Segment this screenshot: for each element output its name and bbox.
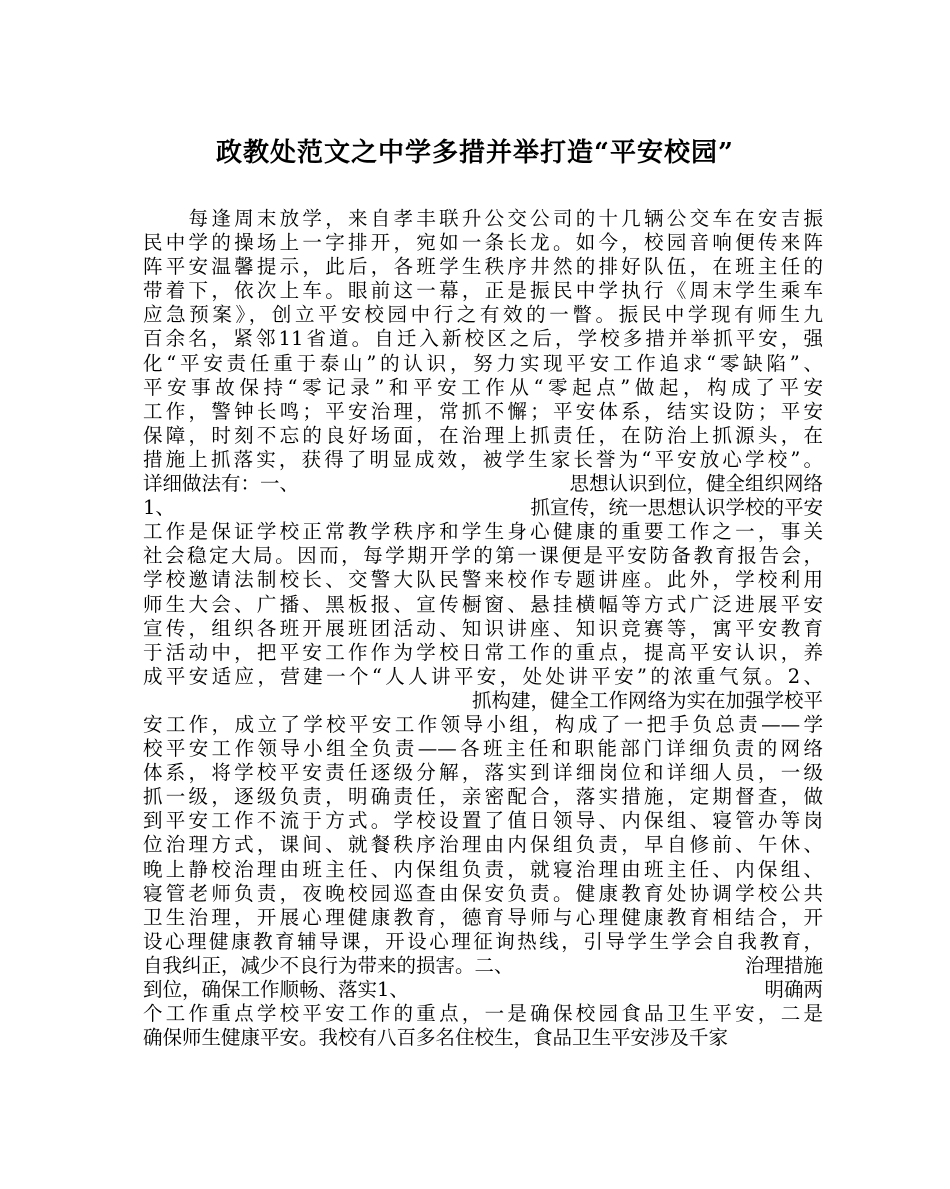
- body-line: 校平安工作领导小组全负责——各班主任和职能部门详细负责的网络: [143, 737, 823, 761]
- body-line: 学校邀请法制校长、交警大队民警来校作专题讲座。此外，学校利用: [143, 568, 823, 592]
- body-line: 带着下，依次上车。眼前这一幕，正是振民中学执行《周末学生乘车: [143, 279, 823, 303]
- section-heading-line: [143, 472, 823, 496]
- subsection-heading-line: [143, 689, 823, 713]
- subsection-text: 抓构建，健全工作网络为实在加强学校平: [471, 688, 823, 712]
- body-line: 卫生治理，开展心理健康教育，德育导师与心理健康教育相结合，开: [143, 905, 823, 929]
- section-heading-left: 自我纠正，减少不良行为带来的损害。二、: [143, 953, 514, 977]
- body-line: 师生大会、广播、黑板报、宣传橱窗、悬挂横幅等方式广泛进展平安: [143, 592, 823, 616]
- body-line: 每逢周末放学，来自孝丰联升公交公司的十几辆公交车在安吉振: [143, 207, 823, 230]
- body-line: 民中学的操场上一字排开，宛如一条长龙。如今，校园音响便传来阵: [143, 231, 823, 255]
- body-line: 工作，警钟长鸣；平安治理，常抓不懈；平安体系，结实设防；平安: [143, 399, 823, 423]
- body-line: 位治理方式，课间、就餐秩序治理由内保组负责，早自修前、午休、: [143, 833, 823, 857]
- body-line: 个工作重点学校平安工作的重点，一是确保校园食品卫生平安，二是: [143, 1002, 823, 1026]
- subsection-text: 抓宣传，统一思想认识学校的平安: [530, 496, 823, 520]
- body-line: 安工作，成立了学校平安工作领导小组，构成了一把手负总责——学: [143, 712, 823, 736]
- body-line: 晚上静校治理由班主任、内保组负责，就寝治理由班主任、内保组、: [143, 857, 823, 881]
- body-line: 成平安适应，营建一个“人人讲平安，处处讲平安”的浓重气氛。2、: [143, 664, 823, 688]
- body-line: 应急预案》，创立平安校园中行之有效的一瞥。振民中学现有师生九: [143, 303, 823, 327]
- section-heading-left: 到位，确保工作顺畅、落实1、: [143, 978, 409, 1001]
- body-line: 百余名，紧邻11省道。自迁入新校区之后，学校多措并举抓平安，强: [143, 327, 823, 351]
- body-line: 工作是保证学校正常教学秩序和学生身心健康的重要工作之一，事关: [143, 520, 823, 544]
- body-line: 体系，将学校平安责任逐级分解，落实到详细岗位和详细人员，一级: [143, 761, 823, 785]
- section-heading-line: [143, 978, 823, 1002]
- body-line: 宣传，组织各班开展班团活动、知识讲座、知识竞赛等，寓平安教育: [143, 616, 823, 640]
- body-line: 阵平安温馨提示，此后，各班学生秩序井然的排好队伍，在班主任的: [143, 255, 823, 279]
- subsection-heading-line: [143, 496, 823, 520]
- body-line: 确保师生健康平安。我校有八百多名住校生，食品卫生平安涉及千家: [143, 1026, 729, 1050]
- document-body: [143, 207, 823, 1050]
- body-line: 寝管老师负责，夜晚校园巡查由保安负责。健康教育处协调学校公共: [143, 881, 823, 905]
- section-heading-right: 明确两: [764, 978, 823, 1001]
- body-line: 到平安工作不流于方式。学校设置了值日领导、内保组、寝管办等岗: [143, 809, 823, 833]
- section-heading-right: 思想认识到位，健全组织网络: [569, 472, 823, 496]
- body-line: 保障，时刻不忘的良好场面，在治理上抓责任，在防治上抓源头，在: [143, 423, 823, 447]
- body-line: 化“平安责任重于泰山”的认识，努力实现平安工作追求“零缺陷”、: [143, 351, 823, 375]
- body-line: 社会稳定大局。因而，每学期开学的第一课便是平安防备教育报告会，: [143, 544, 823, 568]
- section-heading-line: [143, 954, 823, 978]
- body-line: 于活动中，把平安工作作为学校日常工作的重点，提高平安认识，养: [143, 640, 823, 664]
- body-line: 设心理健康教育辅导课，开设心理征询热线，引导学生学会自我教育，: [143, 929, 823, 953]
- document-title: 政教处范文之中学多措并举打造“平安校园”: [216, 138, 734, 168]
- body-line: 措施上抓落实，获得了明显成效，被学生家长誉为“平安放心学校”。: [143, 447, 823, 471]
- subsection-number: 1、: [143, 496, 175, 520]
- section-heading-left: 详细做法有：一、: [143, 472, 300, 496]
- body-line: 抓一级，逐级负责，明确责任，亲密配合，落实措施，定期督查，做: [143, 785, 823, 809]
- section-heading-right: 治理措施: [744, 953, 823, 977]
- body-line: 平安事故保持“零记录”和平安工作从“零起点”做起，构成了平安: [143, 375, 823, 399]
